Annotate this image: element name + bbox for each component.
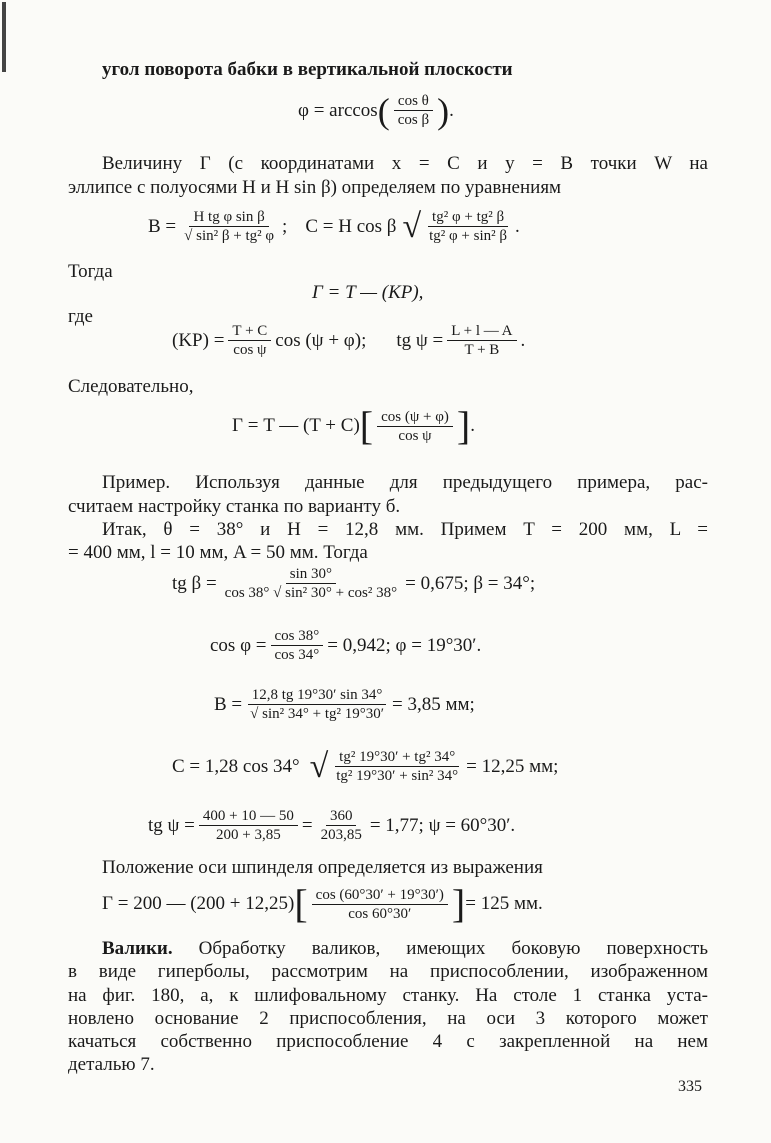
fraction — [394, 92, 433, 129]
numerator: cos (ψ + φ) — [377, 408, 453, 427]
calc-cos-phi — [210, 627, 481, 664]
formula-gamma-full — [232, 403, 475, 448]
rollers-line-3: на фиг. 180, а, к шлифовальному станку. На столе 1 станка уста- — [68, 985, 708, 1006]
paren-close: ) — [437, 90, 450, 131]
example-line-3: Итак, θ = 38° и H = 12,8 мм. Примем T = 200 мм, L = — [102, 519, 708, 540]
calc-lhs: cos φ = — [210, 634, 267, 656]
rollers-text: Обработку валиков, имеющих боковую поверхность — [172, 938, 708, 959]
example-line-1: Пример. Используя данные для предыдущего примера, рас- — [102, 472, 708, 493]
fraction-kp — [228, 322, 271, 359]
numerator: cos 38° — [271, 627, 324, 646]
numerator: L + l — A — [447, 322, 516, 341]
equals-sign: = — [301, 814, 313, 836]
numerator: H tg φ sin β — [189, 208, 268, 227]
calc-b — [214, 686, 475, 723]
calc-lhs: tg ψ = — [148, 814, 195, 836]
bracket-close: ] — [456, 403, 471, 448]
formula-c-lhs: C = H cos β — [305, 215, 397, 237]
fraction-c — [425, 208, 511, 245]
formula-b-c — [148, 208, 520, 245]
numerator: cos (60°30′ + 19°30′) — [312, 886, 448, 905]
rollers-line-5: качаться собственно приспособление 4 с закрепленной на нем — [68, 1031, 708, 1052]
formula-tail: . — [515, 215, 520, 237]
fraction — [221, 565, 401, 602]
calc-c — [172, 748, 558, 785]
numerator: tg² φ + tg² β — [428, 208, 508, 227]
calc-tg-psi — [148, 807, 515, 844]
numerator: 360 — [326, 807, 357, 826]
rollers-line-1 — [102, 937, 708, 961]
paragraph-line-1: Величину Г (с координатами x = C и y = B точки W на — [102, 153, 708, 174]
separator: ; — [282, 215, 288, 237]
paragraph-line-2: эллипсе с полуосями H и H sin β) определяем по уравнениям — [68, 177, 562, 198]
numerator: cos θ — [394, 92, 433, 111]
example-line-2: считаем настройку станка по варианту б. — [68, 496, 401, 517]
paragraph-spindle: Положение оси шпинделя определяется из выражения — [102, 857, 543, 878]
calc-rhs: = 0,942; φ = 19°30′. — [327, 634, 482, 656]
formula-tg: tg ψ = — [396, 329, 444, 351]
calc-gamma-final — [102, 881, 543, 926]
denominator: cos β — [397, 112, 430, 128]
fraction — [332, 748, 462, 785]
calc-rhs: = 125 мм. — [465, 893, 543, 914]
sqrt-sign: √ — [402, 207, 422, 245]
rollers-heading: Валики. — [102, 938, 173, 959]
calc-tg-beta — [172, 565, 535, 602]
numerator: T + C — [228, 322, 271, 341]
formula-b-lhs: B = — [148, 215, 177, 237]
fraction — [377, 408, 453, 445]
denominator: cos 34° — [274, 647, 320, 663]
numerator: tg² 19°30′ + tg² 34° — [335, 748, 459, 767]
calc-rhs: = 1,77; ψ = 60°30′. — [369, 814, 516, 836]
fraction-b — [180, 208, 278, 245]
formula-gamma: Г = T — (KP), — [312, 282, 424, 303]
formula-tail: . — [470, 415, 475, 436]
fraction-2 — [317, 807, 366, 844]
denominator: cos ψ — [233, 342, 267, 358]
fraction — [312, 886, 448, 923]
numerator: 400 + 10 — 50 — [199, 807, 298, 826]
fraction — [246, 686, 388, 723]
formula-kp-tgpsi — [172, 322, 525, 359]
example-line-4: = 400 мм, l = 10 мм, A = 50 мм. Тогда — [68, 542, 368, 563]
formula-mid: cos (ψ + φ); — [275, 329, 367, 351]
denominator: T + B — [464, 342, 500, 358]
denominator: √ sin² 34° + tg² 19°30′ — [250, 706, 385, 722]
calc-rhs: = 3,85 мм; — [392, 693, 475, 715]
bracket-open: [ — [294, 881, 308, 926]
word-togda: Тогда — [68, 261, 113, 282]
calc-lhs: tg β = — [172, 572, 217, 594]
page-number: 335 — [678, 1078, 702, 1095]
denominator: √ sin² β + tg² φ — [184, 228, 275, 244]
denominator: tg² φ + sin² β — [429, 228, 508, 244]
calc-rhs: = 12,25 мм; — [466, 755, 559, 777]
bracket-close: ] — [451, 881, 466, 926]
denominator: 200 + 3,85 — [216, 827, 281, 843]
calc-rhs: = 0,675; β = 34°; — [405, 572, 536, 594]
denominator: tg² 19°30′ + sin² 34° — [336, 768, 459, 784]
denominator: cos ψ — [398, 427, 432, 444]
formula-tail: . — [449, 99, 454, 121]
denominator: cos 38° √ sin² 30° + cos² 38° — [224, 585, 398, 601]
denominator: cos 60°30′ — [348, 905, 412, 922]
paren-open: ( — [377, 90, 390, 131]
word-sledovatelno: Следовательно, — [68, 376, 194, 397]
formula-phi-arccos — [298, 92, 454, 129]
numerator: 12,8 tg 19°30′ sin 34° — [248, 686, 387, 705]
sqrt-sign: √ — [309, 747, 329, 785]
heading-line: угол поворота бабки в вертикальной плоскости — [102, 59, 513, 80]
calc-lhs: C = 1,28 cos 34° — [172, 755, 300, 777]
fraction — [271, 627, 324, 664]
formula-lhs: Г = T — (T + C) — [232, 415, 360, 436]
fraction-1 — [199, 807, 298, 844]
denominator: 203,85 — [320, 827, 362, 843]
formula-lhs: (KP) = — [172, 329, 225, 351]
rollers-line-6: деталью 7. — [68, 1054, 155, 1075]
calc-lhs: Г = 200 — (200 + 12,25) — [102, 893, 295, 914]
formula-lhs: φ = arccos — [298, 99, 378, 121]
calc-lhs: B = — [214, 693, 243, 715]
word-gde: где — [68, 306, 93, 327]
formula-tail: . — [520, 329, 526, 351]
left-scan-mark — [2, 2, 6, 72]
rollers-line-2: в виде гиперболы, рассмотрим на приспособлении, изображенном — [68, 961, 708, 982]
numerator: sin 30° — [286, 565, 336, 584]
bracket-open: [ — [359, 403, 374, 448]
fraction-tg — [447, 322, 516, 359]
rollers-line-4: новлено основание 2 приспособления, на оси 3 которого может — [68, 1008, 708, 1029]
